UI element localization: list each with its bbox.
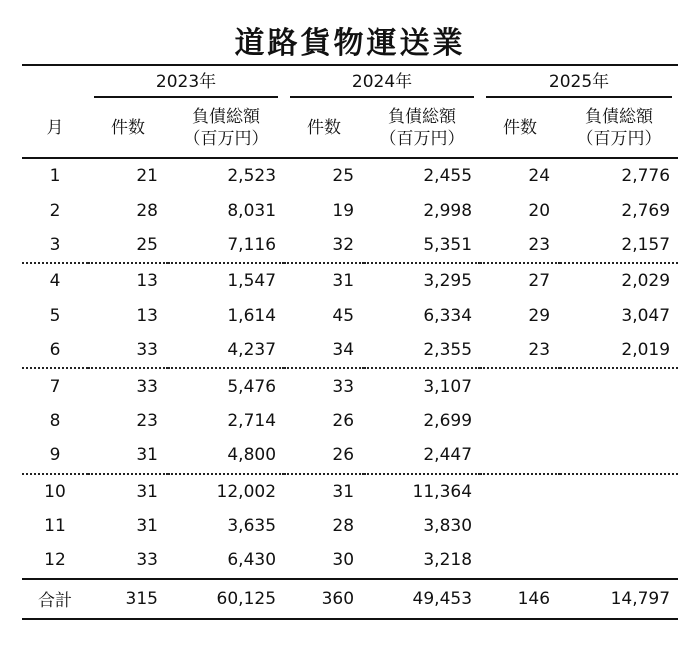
debt-2024-cell: 3,295 — [423, 271, 473, 292]
count-2023-cell: 23 — [136, 410, 158, 431]
count-2024-cell: 33 — [332, 376, 355, 397]
debt-2025-cell: 2,157 — [560, 228, 678, 263]
debt-2025-cell: 2,019 — [560, 333, 678, 368]
count-2025-cell: 23 — [480, 228, 560, 263]
count-2023-cell: 31 — [88, 438, 168, 473]
count-header: 件数 — [88, 99, 168, 158]
bankruptcy-table — [22, 64, 678, 620]
count-2023-cell: 31 — [136, 516, 158, 537]
month-cell: 10 — [44, 481, 66, 502]
count-2024-cell: 26 — [332, 410, 355, 431]
month-cell: 1 — [49, 166, 61, 187]
debt-2024-cell: 6,334 — [423, 305, 473, 326]
debt-2025-cell — [560, 543, 678, 578]
total-count-2023: 315 — [88, 579, 168, 619]
month-header: 月 — [22, 99, 88, 158]
year-header-2025: 2025年 — [480, 65, 678, 99]
year-header-empty — [22, 65, 88, 99]
count-2023-cell: 33 — [136, 550, 158, 571]
debt-2023-cell: 5,476 — [227, 376, 277, 397]
count-2025-cell — [480, 404, 560, 438]
debt-2024-cell: 2,699 — [423, 410, 473, 431]
table-row — [22, 404, 678, 438]
count-2025-cell — [480, 368, 560, 403]
count-2024-cell: 32 — [284, 228, 364, 263]
table-row — [22, 368, 678, 403]
debt-2023-cell: 7,116 — [168, 228, 284, 263]
debt-header: 負債総額 （百万円） — [560, 99, 678, 158]
table-row — [22, 509, 678, 543]
count-2025-cell: 27 — [528, 271, 551, 292]
total-debt-2024: 49,453 — [364, 579, 480, 619]
table-row — [22, 158, 678, 193]
table-body — [22, 158, 678, 579]
debt-2024-cell: 2,998 — [423, 200, 473, 221]
count-header: 件数 — [480, 99, 560, 158]
debt-2025-cell — [560, 368, 678, 403]
debt-2025-cell: 2,776 — [621, 166, 671, 187]
count-2025-cell: 29 — [528, 305, 551, 326]
debt-2024-cell: 2,447 — [364, 438, 480, 473]
table-row — [22, 193, 678, 227]
count-2023-cell: 28 — [136, 200, 158, 221]
count-2024-cell: 31 — [332, 481, 355, 502]
year-header-row — [22, 65, 678, 99]
debt-header: 負債総額 （百万円） — [168, 99, 284, 158]
count-2024-cell: 30 — [332, 550, 355, 571]
month-cell: 9 — [22, 438, 88, 473]
count-2024-cell: 34 — [284, 333, 364, 368]
count-2025-cell — [480, 474, 560, 509]
year-header-2023: 2023年 — [88, 65, 284, 99]
count-2023-cell: 31 — [136, 481, 158, 502]
month-cell: 7 — [49, 376, 61, 397]
count-2025-cell — [480, 509, 560, 543]
debt-2023-cell: 8,031 — [227, 200, 277, 221]
debt-2024-cell: 2,355 — [364, 333, 480, 368]
count-2024-cell: 45 — [332, 305, 355, 326]
month-cell: 12 — [44, 550, 66, 571]
debt-2023-cell: 1,614 — [227, 305, 277, 326]
count-2023-cell: 33 — [88, 333, 168, 368]
count-2025-cell — [480, 438, 560, 473]
table-row — [22, 263, 678, 298]
month-cell: 5 — [49, 305, 61, 326]
month-cell: 2 — [49, 200, 61, 221]
count-2023-cell: 33 — [136, 376, 158, 397]
debt-2024-cell: 2,455 — [423, 166, 473, 187]
total-row — [22, 579, 678, 619]
count-2023-cell: 21 — [136, 166, 158, 187]
month-cell: 3 — [22, 228, 88, 263]
debt-2023-cell: 3,635 — [227, 516, 277, 537]
total-count-2024: 360 — [284, 579, 364, 619]
count-2025-cell: 24 — [528, 166, 551, 187]
table-row — [22, 228, 678, 263]
total-debt-2025: 14,797 — [560, 579, 678, 619]
table-row — [22, 543, 678, 578]
count-2025-cell: 20 — [528, 200, 551, 221]
debt-2025-cell — [560, 438, 678, 473]
debt-2023-cell: 4,237 — [168, 333, 284, 368]
debt-2024-cell: 11,364 — [412, 481, 473, 502]
debt-2025-cell: 3,047 — [621, 305, 671, 326]
month-cell: 4 — [49, 271, 61, 292]
count-2024-cell: 31 — [332, 271, 355, 292]
total-count-2025: 146 — [480, 579, 560, 619]
debt-2023-cell: 1,547 — [227, 271, 277, 292]
count-2023-cell: 13 — [136, 271, 158, 292]
table-row — [22, 438, 678, 473]
year-header-2024: 2024年 — [284, 65, 480, 99]
count-header: 件数 — [284, 99, 364, 158]
count-2024-cell: 26 — [284, 438, 364, 473]
debt-2024-cell: 3,830 — [423, 516, 473, 537]
page-title: 道路貨物運送業 — [234, 26, 466, 61]
debt-2023-cell: 2,714 — [227, 410, 277, 431]
total-debt-2023: 60,125 — [168, 579, 284, 619]
debt-2025-cell — [560, 509, 678, 543]
debt-2024-cell: 3,218 — [423, 550, 473, 571]
count-2025-cell — [480, 543, 560, 578]
month-cell: 11 — [44, 516, 66, 537]
count-2024-cell: 25 — [332, 166, 355, 187]
table-row — [22, 299, 678, 333]
debt-2023-cell: 12,002 — [216, 481, 277, 502]
debt-2024-cell: 5,351 — [364, 228, 480, 263]
debt-2025-cell — [560, 474, 678, 509]
count-2023-cell: 25 — [88, 228, 168, 263]
debt-2023-cell: 6,430 — [227, 550, 277, 571]
column-header-row — [22, 99, 678, 158]
total-label: 合計 — [22, 579, 88, 619]
table-row — [22, 333, 678, 368]
month-cell: 6 — [22, 333, 88, 368]
debt-2023-cell: 2,523 — [227, 166, 277, 187]
debt-2025-cell: 2,769 — [621, 200, 671, 221]
debt-2024-cell: 3,107 — [423, 376, 473, 397]
debt-2025-cell: 2,029 — [621, 271, 671, 292]
count-2024-cell: 19 — [332, 200, 355, 221]
debt-2025-cell — [560, 404, 678, 438]
count-2024-cell: 28 — [332, 516, 355, 537]
count-2025-cell: 23 — [480, 333, 560, 368]
month-cell: 8 — [49, 410, 61, 431]
count-2023-cell: 13 — [136, 305, 158, 326]
table-row — [22, 474, 678, 509]
debt-2023-cell: 4,800 — [168, 438, 284, 473]
debt-header: 負債総額 （百万円） — [364, 99, 480, 158]
